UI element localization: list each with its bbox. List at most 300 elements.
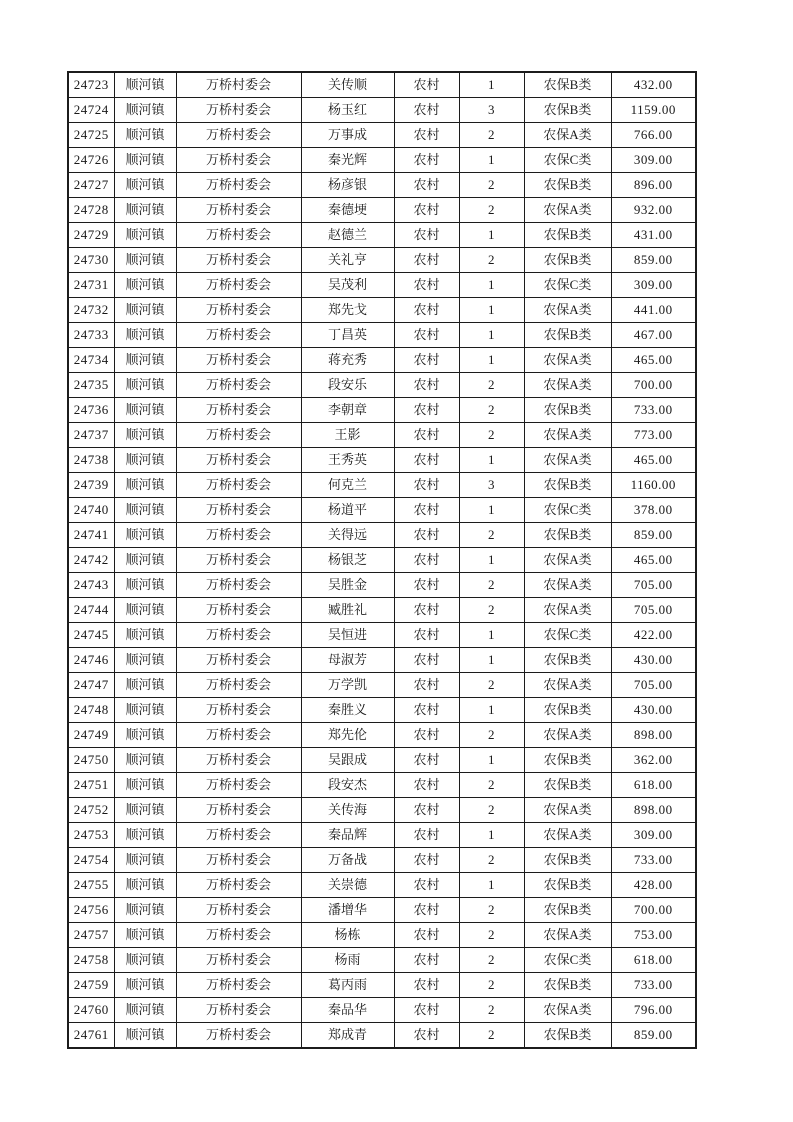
cell-town: 顺河镇: [114, 723, 176, 748]
cell-person-name: 潘增华: [301, 898, 394, 923]
cell-amount: 309.00: [611, 823, 696, 848]
cell-serial-number: 24744: [68, 598, 114, 623]
cell-person-count: 2: [459, 898, 524, 923]
cell-amount: 309.00: [611, 273, 696, 298]
cell-residence-type: 农村: [394, 723, 459, 748]
cell-town: 顺河镇: [114, 898, 176, 923]
cell-person-count: 2: [459, 373, 524, 398]
cell-village-committee: 万桥村委会: [176, 72, 301, 98]
cell-village-committee: 万桥村委会: [176, 923, 301, 948]
table-body: [68, 72, 696, 1048]
cell-person-name: 秦胜义: [301, 698, 394, 723]
cell-person-count: 2: [459, 673, 524, 698]
cell-village-committee: 万桥村委会: [176, 948, 301, 973]
cell-town: 顺河镇: [114, 98, 176, 123]
cell-village-committee: 万桥村委会: [176, 423, 301, 448]
cell-person-count: 3: [459, 473, 524, 498]
cell-town: 顺河镇: [114, 548, 176, 573]
cell-village-committee: 万桥村委会: [176, 498, 301, 523]
cell-insurance-category: 农保B类: [524, 648, 611, 673]
table-row: [68, 773, 696, 798]
cell-insurance-category: 农保B类: [524, 248, 611, 273]
cell-residence-type: 农村: [394, 623, 459, 648]
cell-amount: 465.00: [611, 348, 696, 373]
cell-village-committee: 万桥村委会: [176, 398, 301, 423]
cell-insurance-category: 农保B类: [524, 873, 611, 898]
cell-serial-number: 24746: [68, 648, 114, 673]
cell-town: 顺河镇: [114, 673, 176, 698]
cell-amount: 618.00: [611, 773, 696, 798]
table-row: [68, 348, 696, 373]
cell-town: 顺河镇: [114, 223, 176, 248]
cell-person-count: 2: [459, 423, 524, 448]
table-row: [68, 848, 696, 873]
cell-residence-type: 农村: [394, 698, 459, 723]
table-row: [68, 573, 696, 598]
cell-town: 顺河镇: [114, 573, 176, 598]
cell-person-name: 关得远: [301, 523, 394, 548]
cell-person-count: 2: [459, 848, 524, 873]
cell-insurance-category: 农保A类: [524, 598, 611, 623]
cell-amount: 378.00: [611, 498, 696, 523]
table-row: [68, 173, 696, 198]
table-row: [68, 673, 696, 698]
cell-residence-type: 农村: [394, 773, 459, 798]
cell-residence-type: 农村: [394, 98, 459, 123]
cell-serial-number: 24758: [68, 948, 114, 973]
cell-town: 顺河镇: [114, 923, 176, 948]
cell-person-name: 杨道平: [301, 498, 394, 523]
cell-serial-number: 24745: [68, 623, 114, 648]
cell-person-count: 2: [459, 998, 524, 1023]
table-row: [68, 748, 696, 773]
cell-amount: 465.00: [611, 548, 696, 573]
table-row: [68, 623, 696, 648]
cell-person-name: 段安杰: [301, 773, 394, 798]
cell-town: 顺河镇: [114, 173, 176, 198]
cell-residence-type: 农村: [394, 348, 459, 373]
cell-village-committee: 万桥村委会: [176, 648, 301, 673]
cell-residence-type: 农村: [394, 798, 459, 823]
cell-residence-type: 农村: [394, 948, 459, 973]
table-row: [68, 298, 696, 323]
cell-village-committee: 万桥村委会: [176, 998, 301, 1023]
cell-insurance-category: 农保C类: [524, 948, 611, 973]
cell-person-count: 2: [459, 773, 524, 798]
cell-residence-type: 农村: [394, 473, 459, 498]
cell-amount: 932.00: [611, 198, 696, 223]
cell-serial-number: 24753: [68, 823, 114, 848]
cell-person-count: 2: [459, 173, 524, 198]
cell-person-name: 关传顺: [301, 72, 394, 98]
cell-person-count: 1: [459, 698, 524, 723]
cell-town: 顺河镇: [114, 72, 176, 98]
cell-insurance-category: 农保B类: [524, 173, 611, 198]
cell-serial-number: 24741: [68, 523, 114, 548]
table-row: [68, 198, 696, 223]
cell-person-count: 3: [459, 98, 524, 123]
cell-person-name: 吴跟成: [301, 748, 394, 773]
cell-amount: 705.00: [611, 598, 696, 623]
cell-serial-number: 24749: [68, 723, 114, 748]
cell-amount: 733.00: [611, 848, 696, 873]
cell-serial-number: 24733: [68, 323, 114, 348]
cell-person-name: 李朝章: [301, 398, 394, 423]
cell-serial-number: 24754: [68, 848, 114, 873]
cell-amount: 700.00: [611, 898, 696, 923]
table-row: [68, 148, 696, 173]
cell-residence-type: 农村: [394, 448, 459, 473]
cell-serial-number: 24740: [68, 498, 114, 523]
cell-person-name: 郑先伦: [301, 723, 394, 748]
cell-residence-type: 农村: [394, 523, 459, 548]
table-row: [68, 498, 696, 523]
cell-insurance-category: 农保A类: [524, 348, 611, 373]
cell-person-count: 1: [459, 648, 524, 673]
cell-serial-number: 24739: [68, 473, 114, 498]
table-row: [68, 598, 696, 623]
cell-serial-number: 24747: [68, 673, 114, 698]
cell-town: 顺河镇: [114, 273, 176, 298]
cell-insurance-category: 农保A类: [524, 723, 611, 748]
cell-insurance-category: 农保A类: [524, 998, 611, 1023]
cell-person-name: 臧胜礼: [301, 598, 394, 623]
cell-person-count: 1: [459, 72, 524, 98]
cell-residence-type: 农村: [394, 273, 459, 298]
cell-residence-type: 农村: [394, 973, 459, 998]
table-row: [68, 998, 696, 1023]
cell-insurance-category: 农保A类: [524, 423, 611, 448]
cell-amount: 898.00: [611, 798, 696, 823]
cell-serial-number: 24748: [68, 698, 114, 723]
cell-person-count: 1: [459, 148, 524, 173]
cell-person-count: 1: [459, 873, 524, 898]
cell-person-count: 1: [459, 498, 524, 523]
cell-person-name: 杨彦银: [301, 173, 394, 198]
cell-insurance-category: 农保B类: [524, 523, 611, 548]
cell-person-name: 杨银芝: [301, 548, 394, 573]
cell-residence-type: 农村: [394, 173, 459, 198]
cell-person-name: 秦光辉: [301, 148, 394, 173]
cell-amount: 898.00: [611, 723, 696, 748]
cell-town: 顺河镇: [114, 973, 176, 998]
cell-serial-number: 24736: [68, 398, 114, 423]
cell-amount: 1160.00: [611, 473, 696, 498]
cell-serial-number: 24738: [68, 448, 114, 473]
cell-insurance-category: 农保C类: [524, 498, 611, 523]
cell-insurance-category: 农保B类: [524, 973, 611, 998]
cell-town: 顺河镇: [114, 198, 176, 223]
cell-person-name: 万事成: [301, 123, 394, 148]
cell-amount: 309.00: [611, 148, 696, 173]
table-row: [68, 398, 696, 423]
cell-town: 顺河镇: [114, 148, 176, 173]
cell-serial-number: 24735: [68, 373, 114, 398]
cell-person-count: 1: [459, 548, 524, 573]
cell-village-committee: 万桥村委会: [176, 448, 301, 473]
cell-amount: 859.00: [611, 523, 696, 548]
cell-person-name: 吴胜金: [301, 573, 394, 598]
cell-person-count: 2: [459, 248, 524, 273]
cell-person-count: 1: [459, 823, 524, 848]
cell-residence-type: 农村: [394, 873, 459, 898]
cell-insurance-category: 农保A类: [524, 373, 611, 398]
cell-residence-type: 农村: [394, 573, 459, 598]
cell-village-committee: 万桥村委会: [176, 123, 301, 148]
cell-village-committee: 万桥村委会: [176, 173, 301, 198]
cell-person-count: 2: [459, 198, 524, 223]
cell-residence-type: 农村: [394, 398, 459, 423]
table-row: [68, 723, 696, 748]
cell-insurance-category: 农保B类: [524, 698, 611, 723]
cell-person-name: 母淑芳: [301, 648, 394, 673]
table-row: [68, 648, 696, 673]
table-row: [68, 898, 696, 923]
cell-village-committee: 万桥村委会: [176, 298, 301, 323]
cell-insurance-category: 农保A类: [524, 448, 611, 473]
cell-village-committee: 万桥村委会: [176, 473, 301, 498]
cell-insurance-category: 农保A类: [524, 673, 611, 698]
table-row: [68, 948, 696, 973]
cell-person-name: 蒋充秀: [301, 348, 394, 373]
cell-residence-type: 农村: [394, 198, 459, 223]
cell-residence-type: 农村: [394, 598, 459, 623]
table-row: [68, 473, 696, 498]
cell-insurance-category: 农保B类: [524, 848, 611, 873]
cell-person-name: 关传海: [301, 798, 394, 823]
cell-person-name: 段安乐: [301, 373, 394, 398]
cell-person-count: 2: [459, 798, 524, 823]
cell-town: 顺河镇: [114, 423, 176, 448]
cell-person-name: 杨雨: [301, 948, 394, 973]
cell-insurance-category: 农保B类: [524, 748, 611, 773]
beneficiary-table: [67, 71, 697, 1049]
cell-serial-number: 24728: [68, 198, 114, 223]
cell-residence-type: 农村: [394, 1023, 459, 1049]
cell-serial-number: 24724: [68, 98, 114, 123]
cell-person-name: 何克兰: [301, 473, 394, 498]
cell-insurance-category: 农保A类: [524, 198, 611, 223]
cell-amount: 1159.00: [611, 98, 696, 123]
cell-person-name: 秦德埂: [301, 198, 394, 223]
cell-residence-type: 农村: [394, 498, 459, 523]
cell-insurance-category: 农保A类: [524, 548, 611, 573]
cell-village-committee: 万桥村委会: [176, 848, 301, 873]
cell-residence-type: 农村: [394, 898, 459, 923]
cell-town: 顺河镇: [114, 623, 176, 648]
cell-insurance-category: 农保B类: [524, 473, 611, 498]
cell-village-committee: 万桥村委会: [176, 323, 301, 348]
cell-amount: 733.00: [611, 973, 696, 998]
table-row: [68, 448, 696, 473]
cell-town: 顺河镇: [114, 1023, 176, 1049]
cell-residence-type: 农村: [394, 923, 459, 948]
cell-serial-number: 24759: [68, 973, 114, 998]
cell-amount: 773.00: [611, 423, 696, 448]
cell-town: 顺河镇: [114, 598, 176, 623]
cell-residence-type: 农村: [394, 423, 459, 448]
cell-residence-type: 农村: [394, 823, 459, 848]
cell-insurance-category: 农保B类: [524, 323, 611, 348]
cell-residence-type: 农村: [394, 373, 459, 398]
cell-village-committee: 万桥村委会: [176, 748, 301, 773]
table-row: [68, 72, 696, 98]
table-row: [68, 273, 696, 298]
cell-amount: 430.00: [611, 698, 696, 723]
cell-amount: 733.00: [611, 398, 696, 423]
cell-village-committee: 万桥村委会: [176, 873, 301, 898]
cell-insurance-category: 农保C类: [524, 148, 611, 173]
cell-person-name: 关崇德: [301, 873, 394, 898]
table-row: [68, 873, 696, 898]
cell-serial-number: 24755: [68, 873, 114, 898]
cell-person-name: 万学凯: [301, 673, 394, 698]
cell-residence-type: 农村: [394, 298, 459, 323]
cell-serial-number: 24742: [68, 548, 114, 573]
cell-amount: 796.00: [611, 998, 696, 1023]
table-row: [68, 548, 696, 573]
cell-amount: 766.00: [611, 123, 696, 148]
cell-village-committee: 万桥村委会: [176, 898, 301, 923]
cell-town: 顺河镇: [114, 248, 176, 273]
table-row: [68, 798, 696, 823]
table-row: [68, 1023, 696, 1049]
cell-village-committee: 万桥村委会: [176, 598, 301, 623]
cell-person-name: 丁昌英: [301, 323, 394, 348]
cell-town: 顺河镇: [114, 773, 176, 798]
cell-person-name: 赵德兰: [301, 223, 394, 248]
cell-residence-type: 农村: [394, 998, 459, 1023]
cell-town: 顺河镇: [114, 998, 176, 1023]
cell-village-committee: 万桥村委会: [176, 548, 301, 573]
cell-residence-type: 农村: [394, 223, 459, 248]
table-row: [68, 373, 696, 398]
table-row: [68, 823, 696, 848]
cell-person-name: 王影: [301, 423, 394, 448]
cell-village-committee: 万桥村委会: [176, 148, 301, 173]
cell-person-count: 1: [459, 323, 524, 348]
cell-amount: 618.00: [611, 948, 696, 973]
cell-person-count: 1: [459, 223, 524, 248]
cell-village-committee: 万桥村委会: [176, 623, 301, 648]
cell-village-committee: 万桥村委会: [176, 1023, 301, 1049]
cell-person-count: 2: [459, 573, 524, 598]
cell-person-count: 1: [459, 348, 524, 373]
cell-serial-number: 24743: [68, 573, 114, 598]
cell-person-name: 杨玉红: [301, 98, 394, 123]
cell-village-committee: 万桥村委会: [176, 198, 301, 223]
cell-village-committee: 万桥村委会: [176, 348, 301, 373]
cell-serial-number: 24730: [68, 248, 114, 273]
cell-serial-number: 24727: [68, 173, 114, 198]
cell-residence-type: 农村: [394, 548, 459, 573]
cell-person-count: 2: [459, 523, 524, 548]
table-row: [68, 698, 696, 723]
cell-serial-number: 24726: [68, 148, 114, 173]
cell-serial-number: 24752: [68, 798, 114, 823]
cell-person-count: 2: [459, 598, 524, 623]
cell-insurance-category: 农保C类: [524, 623, 611, 648]
table-row: [68, 248, 696, 273]
cell-serial-number: 24723: [68, 72, 114, 98]
cell-town: 顺河镇: [114, 698, 176, 723]
cell-insurance-category: 农保B类: [524, 72, 611, 98]
cell-serial-number: 24757: [68, 923, 114, 948]
cell-person-count: 2: [459, 973, 524, 998]
cell-serial-number: 24750: [68, 748, 114, 773]
cell-village-committee: 万桥村委会: [176, 98, 301, 123]
table-row: [68, 123, 696, 148]
cell-amount: 705.00: [611, 673, 696, 698]
cell-insurance-category: 农保A类: [524, 298, 611, 323]
cell-person-count: 1: [459, 273, 524, 298]
cell-insurance-category: 农保B类: [524, 1023, 611, 1049]
cell-amount: 700.00: [611, 373, 696, 398]
cell-residence-type: 农村: [394, 673, 459, 698]
cell-serial-number: 24761: [68, 1023, 114, 1049]
cell-village-committee: 万桥村委会: [176, 973, 301, 998]
cell-village-committee: 万桥村委会: [176, 673, 301, 698]
cell-serial-number: 24760: [68, 998, 114, 1023]
cell-residence-type: 农村: [394, 148, 459, 173]
table-row: [68, 323, 696, 348]
cell-insurance-category: 农保A类: [524, 923, 611, 948]
cell-town: 顺河镇: [114, 348, 176, 373]
cell-serial-number: 24729: [68, 223, 114, 248]
cell-amount: 431.00: [611, 223, 696, 248]
cell-village-committee: 万桥村委会: [176, 523, 301, 548]
cell-village-committee: 万桥村委会: [176, 573, 301, 598]
cell-person-count: 1: [459, 623, 524, 648]
cell-person-name: 吴茂利: [301, 273, 394, 298]
cell-person-name: 秦品辉: [301, 823, 394, 848]
cell-amount: 430.00: [611, 648, 696, 673]
table-row: [68, 973, 696, 998]
cell-person-name: 葛丙雨: [301, 973, 394, 998]
cell-insurance-category: 农保B类: [524, 773, 611, 798]
cell-town: 顺河镇: [114, 748, 176, 773]
cell-insurance-category: 农保A类: [524, 823, 611, 848]
cell-person-count: 1: [459, 448, 524, 473]
cell-amount: 465.00: [611, 448, 696, 473]
cell-town: 顺河镇: [114, 323, 176, 348]
cell-town: 顺河镇: [114, 948, 176, 973]
cell-serial-number: 24734: [68, 348, 114, 373]
cell-insurance-category: 农保A类: [524, 573, 611, 598]
cell-person-name: 万备战: [301, 848, 394, 873]
cell-town: 顺河镇: [114, 398, 176, 423]
cell-amount: 705.00: [611, 573, 696, 598]
cell-serial-number: 24751: [68, 773, 114, 798]
cell-town: 顺河镇: [114, 373, 176, 398]
cell-town: 顺河镇: [114, 798, 176, 823]
cell-town: 顺河镇: [114, 848, 176, 873]
cell-amount: 896.00: [611, 173, 696, 198]
table-row: [68, 923, 696, 948]
cell-insurance-category: 农保B类: [524, 223, 611, 248]
cell-amount: 859.00: [611, 1023, 696, 1049]
cell-person-name: 郑先戈: [301, 298, 394, 323]
cell-person-name: 吴恒进: [301, 623, 394, 648]
cell-person-count: 2: [459, 723, 524, 748]
cell-insurance-category: 农保C类: [524, 273, 611, 298]
cell-person-count: 1: [459, 748, 524, 773]
cell-town: 顺河镇: [114, 523, 176, 548]
cell-amount: 432.00: [611, 72, 696, 98]
cell-town: 顺河镇: [114, 298, 176, 323]
cell-amount: 362.00: [611, 748, 696, 773]
cell-person-name: 王秀英: [301, 448, 394, 473]
